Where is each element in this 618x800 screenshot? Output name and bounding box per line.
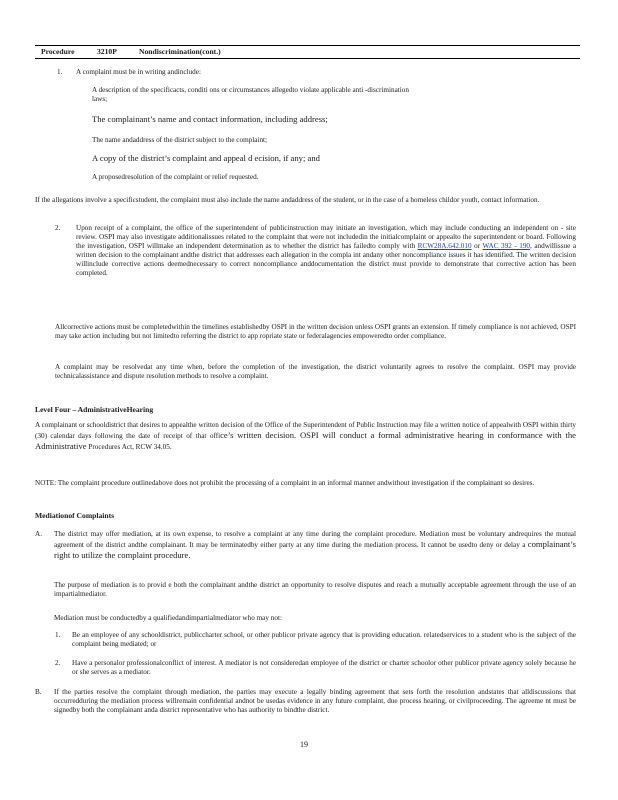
bullet-text: A description of the specificacts, conditi ons or circumstances allegedto violate applicable anti -discrimination [92, 86, 409, 94]
procedure-title: Nondiscrimination(cont.) [139, 47, 221, 56]
corrective-actions-paragraph: Allcorrective actions must be completedwithin the timelines establishedby OSPI in the written decision unless OSPI grants an extension. If timely compliance is not achieved, OSPI may take action including but not limitedto referring the district to app ropriate state or federalagencies empoweredto order compliance. [55, 323, 576, 340]
mediation-a-text [54, 530, 576, 561]
item-2-marker: 2. [55, 224, 61, 232]
mediation-conducted-paragraph: Mediation must be conductedby a qualifiedandimpartialmediator who may not: [54, 614, 282, 622]
mediation-a-marker: A. [35, 530, 42, 538]
mediation-heading: Mediationof Complaints [35, 511, 115, 520]
wac-link[interactable]: WAC 392 - 190 [482, 242, 531, 250]
rcw-link[interactable]: RCW28A.642.010 [417, 242, 472, 250]
level-four-text-a: A complainant or schooldistrict that desires to appealthe written decision of the Office of the Superintendent of Public Instruction may file a written notice of appealwith OSPI within thirty (30) calendar days following the date of receipt of that offi [35, 421, 576, 440]
note-paragraph: NOTE: The complaint procedure outlinedabove does not prohibit the processing of a complaint in an informal manner andwithout investigation if the complainant so desires. [35, 479, 535, 487]
allegations-paragraph: If the allegations involve a specificstudent, the complaint must also include the name andaddress of the student, or in the case of a homeless childor youth, contact information. [35, 196, 540, 204]
item-2-text [76, 224, 576, 278]
mediation-sub2-marker: 2. [55, 659, 61, 667]
mediation-sub2-text: Have a personalor professionalconflict of interest. A mediator is not consideredan employee of the district or charter schoolor other publicor private agency solely because he or she serves as a mediator. [72, 659, 576, 676]
bullet-text: A copy of the district’s complaint and appeal d ecision, if any; and [92, 153, 320, 163]
item-1-text: A complaint must be in writing andinclude: [76, 68, 201, 76]
procedure-label: Procedure [41, 47, 75, 56]
mediation-b-text: If the parties resolve the complaint through mediation, the parties may execute a legally binding agreement that sets forth the resolution andstates that alldiscussions that occurredduring the mediation process willremain confidential andnot be usedas evidence in any future complaint, due process hearing, or civilproceeding. The agreeme nt must be signedby both the complainant anda district representative who has authority to bindthe district. [54, 688, 576, 714]
mediation-b-marker: B. [35, 688, 42, 696]
level-four-paragraph [35, 421, 576, 452]
item-2-text-a: Upon receipt of a complaint, the office of the superintendent of publicinstruction may initiate an investigation, which may include conducting an independent on - site review. OSPI may also investigate additionalissues related to the complaint that were not includedin the initialcomplaint or appealto the superintendent or board. Following the investigation, OSPI willmake an independent determination as to whether the district has failedto comply with [76, 224, 576, 250]
resolve-paragraph: A complaint may be resolvedat any time when, before the completion of the investigation, the district voluntarily agrees to resolve the complaint. OSPI may provide technicalassistance and dispute resolution methods to resolve a complaint. [55, 363, 576, 380]
item-1-marker: 1. [57, 68, 63, 76]
level-four-heading: Level Four – AdministrativeHearing [35, 405, 154, 414]
item-2-or: or [474, 242, 481, 250]
bullet-description-cont: laws; [92, 95, 108, 103]
page-number: 19 [300, 740, 308, 749]
level-four-text-b: ce’s written decision. OSPI will conduct a formal administrative hearing in conformance with the Administrative [35, 430, 576, 451]
mediation-sub1-marker: 1. [55, 631, 61, 639]
procedure-header [35, 45, 580, 59]
item-2-text-b: , andwillissue a written decision to the complainant andthe district that addresses each allegation in the compla int andany other noncompliance issues it has identified. The written decision willinclude corrective actions deemednecessary to correct noncompliance anddocumentation the district must provide to demonstrate that corrective action has been completed. [76, 242, 577, 277]
mediation-sub1-text: Be an employee of any schooldistrict, publiccharter school, or other publicor private agency that is providing education. relatedservices to a student who is the subject of the complaint being mediated; or [72, 631, 576, 648]
procedure-number: 3210P [97, 47, 117, 56]
bullet-text: The complainant’s name and contact information, including address; [92, 114, 328, 124]
level-four-text-c: Procedures Act, RCW 34.05. [88, 443, 172, 451]
bullet-text: A proposedresolution of the complaint or relief requested. [92, 173, 259, 181]
mediation-a-text-a: The district may offer mediation, at its own expense, to resolve a complaint at any time during the complaint procedure. Mediation must be voluntary andrequires the mutual agreement of the district andthe complainant. It may be terminatedby either party at any time during the mediation process. It cannot be usedto deny or delay a [54, 530, 576, 549]
mediation-purpose-paragraph: The purpose of mediation is to provid e both the complainant andthe district an opportunity to resolve disputes and reach a mutually acceptable agreement through the use of an impartialmediator. [54, 581, 576, 598]
bullet-text: The name andaddress of the district subject to the complaint; [92, 136, 268, 144]
mediation-a-text-b: complainant’s right to utilize the complaint procedure. [54, 539, 576, 560]
